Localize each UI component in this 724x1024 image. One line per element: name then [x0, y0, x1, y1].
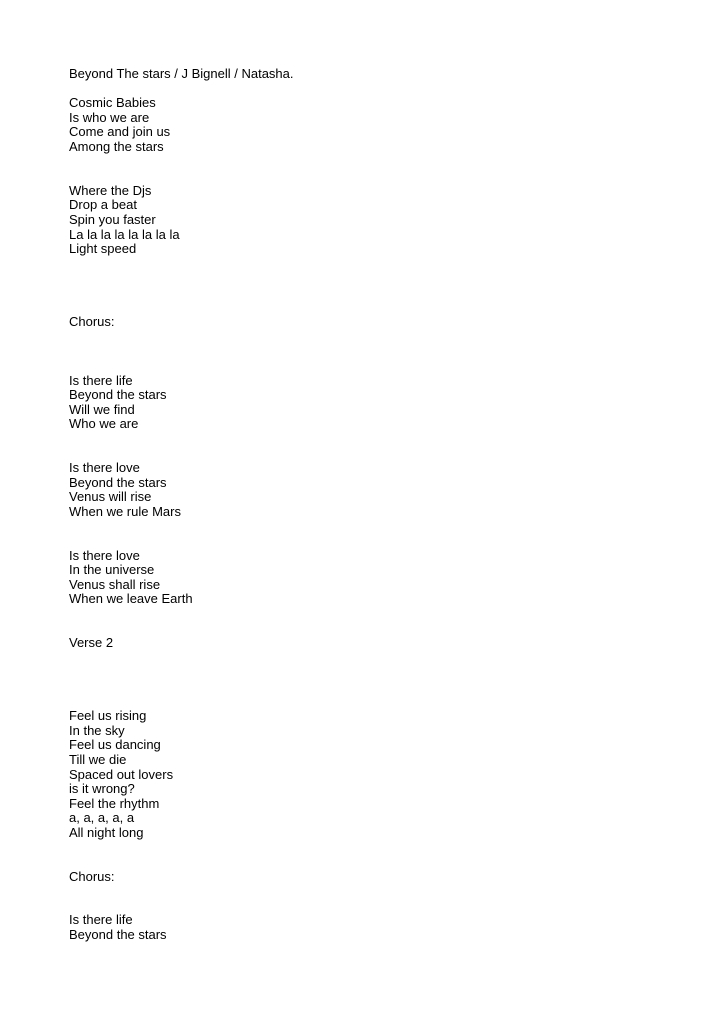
lyric-line: La la la la la la la la — [69, 226, 180, 242]
lyric-line: In the sky — [69, 722, 125, 738]
stanza-chorus-b — [69, 461, 689, 519]
stanza-verse2 — [69, 709, 689, 840]
lyric-line: Drop a beat — [69, 197, 137, 213]
lyric-line: Venus shall rise — [69, 576, 161, 592]
lyric-line: Is there life — [69, 912, 133, 928]
chorus-label: Chorus: — [69, 868, 115, 884]
lyric-line: Spaced out lovers — [69, 766, 174, 782]
lyric-line: Cosmic Babies — [69, 95, 156, 111]
lyric-line: When we leave Earth — [69, 591, 193, 607]
lyric-line: Come and join us — [69, 124, 171, 140]
lyric-line: Feel us rising — [69, 708, 147, 724]
lyric-line: Feel us dancing — [69, 737, 161, 753]
stanza-verse1-b — [69, 184, 689, 257]
lyric-line: Will we find — [69, 401, 135, 417]
lyric-line: In the universe — [69, 562, 155, 578]
lyric-line: Among the stars — [69, 138, 164, 154]
lyric-line: Light speed — [69, 241, 137, 257]
chorus-label: Chorus: — [69, 314, 115, 330]
lyric-line: Is who we are — [69, 109, 150, 125]
lyric-line: Till we die — [69, 751, 127, 767]
lyric-line: a, a, a, a, a — [69, 810, 135, 826]
stanza-chorus-c — [69, 549, 689, 607]
lyric-line: Feel the rhythm — [69, 795, 160, 811]
lyric-line: Beyond the stars — [69, 927, 167, 943]
lyric-line: When we rule Mars — [69, 503, 181, 519]
lyric-line: Spin you faster — [69, 211, 156, 227]
verse-label: Verse 2 — [69, 635, 114, 651]
lyric-line: Venus will rise — [69, 489, 152, 505]
stanza-chorus-a — [69, 374, 689, 432]
document-title: Beyond The stars / J Bignell / Natasha. — [69, 66, 294, 81]
lyric-line: Who we are — [69, 416, 139, 432]
lyric-line: Beyond the stars — [69, 474, 167, 490]
lyric-line: Is there love — [69, 547, 140, 563]
stanza-intro — [69, 96, 689, 154]
stanza-chorus-end — [69, 913, 689, 942]
lyric-line: Where the Djs — [69, 182, 152, 198]
lyric-line: All night long — [69, 824, 144, 840]
lyric-line: Is there love — [69, 460, 140, 476]
lyric-line: is it wrong? — [69, 781, 135, 797]
lyric-line: Is there life — [69, 372, 133, 388]
lyric-line: Beyond the stars — [69, 387, 167, 403]
lyrics-document — [69, 67, 689, 943]
